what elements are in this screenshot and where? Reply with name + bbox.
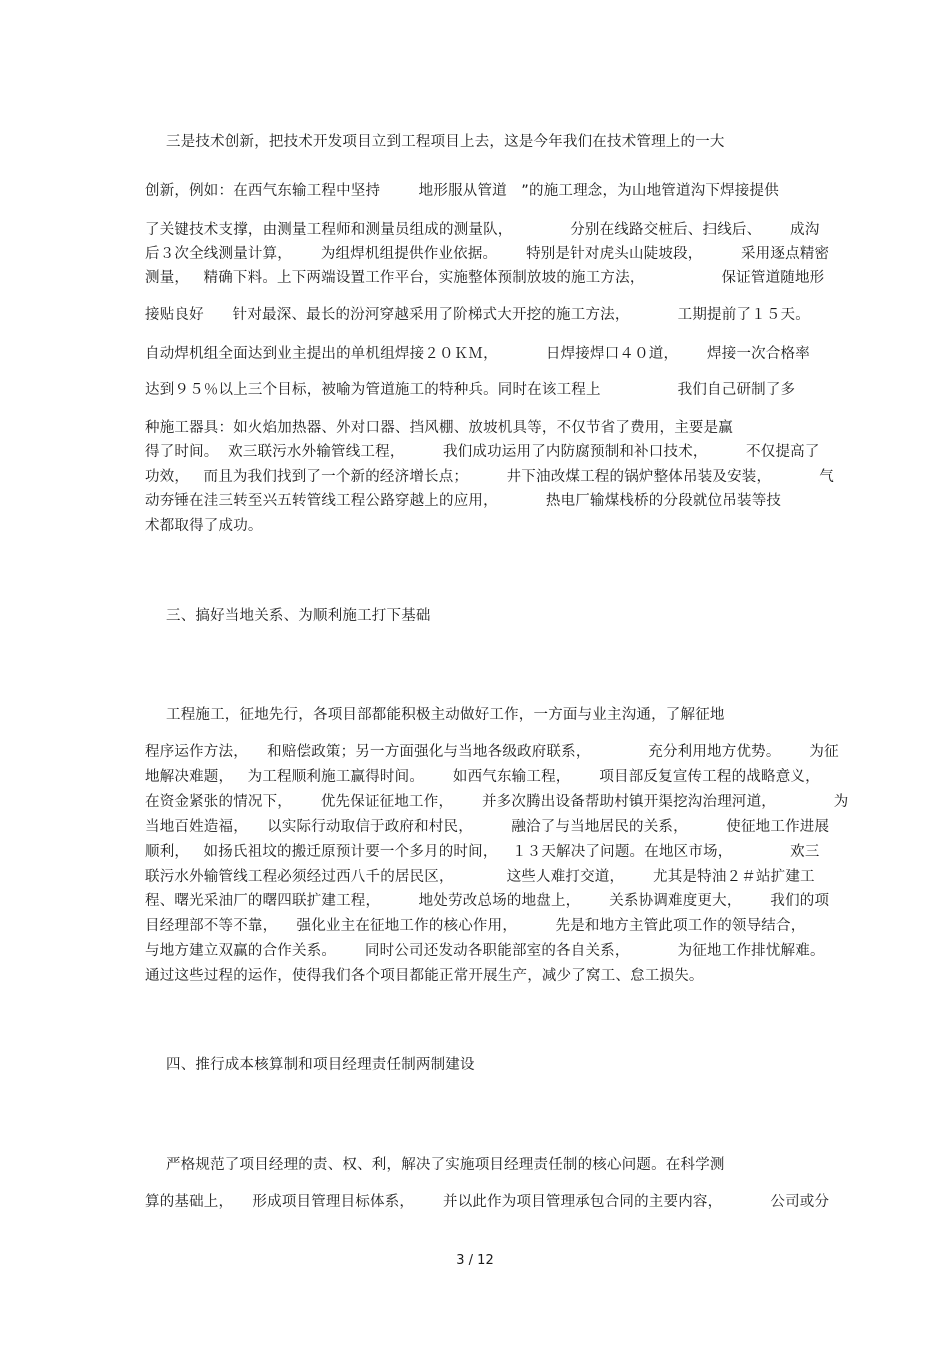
text-line: 顺利， 如扬氏祖坟的搬迁原预计要一个多月的时间， １３天解决了问题。在地区市场， 欢三 [145, 844, 820, 860]
text-line: 在资金紧张的情况下， 优先保证征地工作， 并多次腾出设备帮助村镇开渠挖沟治理河道， 为 [145, 794, 849, 810]
text-line: 三是技术创新，把技术开发项目立到工程项目上去，这是今年我们在技术管理上的一大 [166, 134, 725, 150]
text-line: 接贴良好 针对最深、最长的汾河穿越采用了阶梯式大开挖的施工方法， 工期提前了１５天。 [145, 307, 810, 323]
text-line: 工程施工，征地先行，各项目部都能积极主动做好工作，一方面与业主沟通，了解征地 [166, 707, 725, 723]
text-line: 种施工器具：如火焰加热器、外对口器、挡风棚、放坡机具等，不仅节省了费用，主要是赢 [145, 420, 733, 436]
text-line: 达到９５％以上三个目标，被喻为管道施工的特种兵。同时在该工程上 我们自己研制了多 [145, 382, 796, 398]
text-line: 动夯锤在洼三转至兴五转管线工程公路穿越上的应用， 热电厂输煤栈桥的分段就位吊装等技 [145, 493, 782, 509]
page-number: 3 / 12 [456, 1253, 494, 1268]
section-heading-4: 四、推行成本核算制和项目经理责任制两制建设 [166, 1057, 475, 1073]
text-line: 目经理部不等不靠， 强化业主在征地工作的核心作用， 先是和地方主管此项工作的领导结合， [145, 918, 806, 934]
text-line: 程序运作方法， 和赔偿政策；另一方面强化与当地各级政府联系， 充分利用地方优势。 为征 [145, 744, 839, 760]
text-line: 程、曙光采油厂的曙四联扩建工程， 地处劳改总场的地盘上， 关系协调难度更大， 我们的项 [145, 893, 830, 909]
text-line: 严格规范了项目经理的责、权、利，解决了实施项目经理责任制的核心问题。在科学测 [166, 1157, 725, 1173]
text-line: 创新，例如：在西气东输工程中坚持 地形服从管道 ”的施工理念，为山地管道沟下焊接提供 [145, 183, 779, 199]
text-line: 功效， 而且为我们找到了一个新的经济增长点； 井下油改煤工程的锅炉整体吊装及安装， 气 [145, 469, 834, 485]
text-line: 自动焊机组全面达到业主提出的单机组焊接２０ＫＭ， 日焊接焊口４０道， 焊接一次合格率 [145, 346, 810, 362]
section-heading-3: 三、搞好当地关系、为顺利施工打下基础 [166, 608, 431, 624]
text-line: 术都取得了成功。 [145, 518, 263, 534]
text-line: 当地百姓造福， 以实际行动取信于政府和村民， 融洽了与当地居民的关系， 使征地工作进展 [145, 819, 830, 835]
text-line: 地解决难题， 为工程顺利施工赢得时间。 如西气东输工程， 项目部反复宣传工程的战略意义， [145, 769, 820, 785]
text-line: 与地方建立双赢的合作关系。 同时公司还发动各职能部室的各自关系， 为征地工作排忧解难。 [145, 943, 825, 959]
text-line: 联污水外输管线工程必须经过西八千的居民区， 这些人难打交道， 尤其是特油２＃站扩建工 [145, 869, 815, 885]
text-line: 后３次全线测量计算， 为组焊机组提供作业依据。 特别是针对虎头山陡坡段， 采用逐点精密 [145, 246, 830, 262]
text-line: 了关键技术支撑，由测量工程师和测量员组成的测量队， 分别在线路交桩后、扫线后、 成沟 [145, 222, 820, 238]
text-line: 测量， 精确下料。上下两端设置工作平台，实施整体预制放坡的施工方法， 保证管道随地形 [145, 270, 825, 286]
text-line: 算的基础上， 形成项目管理目标体系， 并以此作为项目管理承包合同的主要内容， 公司或分 [145, 1194, 830, 1210]
text-line: 得了时间。 欢三联污水外输管线工程， 我们成功运用了内防腐预制和补口技术， 不仅提高了 [145, 444, 820, 460]
text-line: 通过这些过程的运作，使得我们各个项目都能正常开展生产，减少了窝工、怠工损失。 [145, 968, 704, 984]
